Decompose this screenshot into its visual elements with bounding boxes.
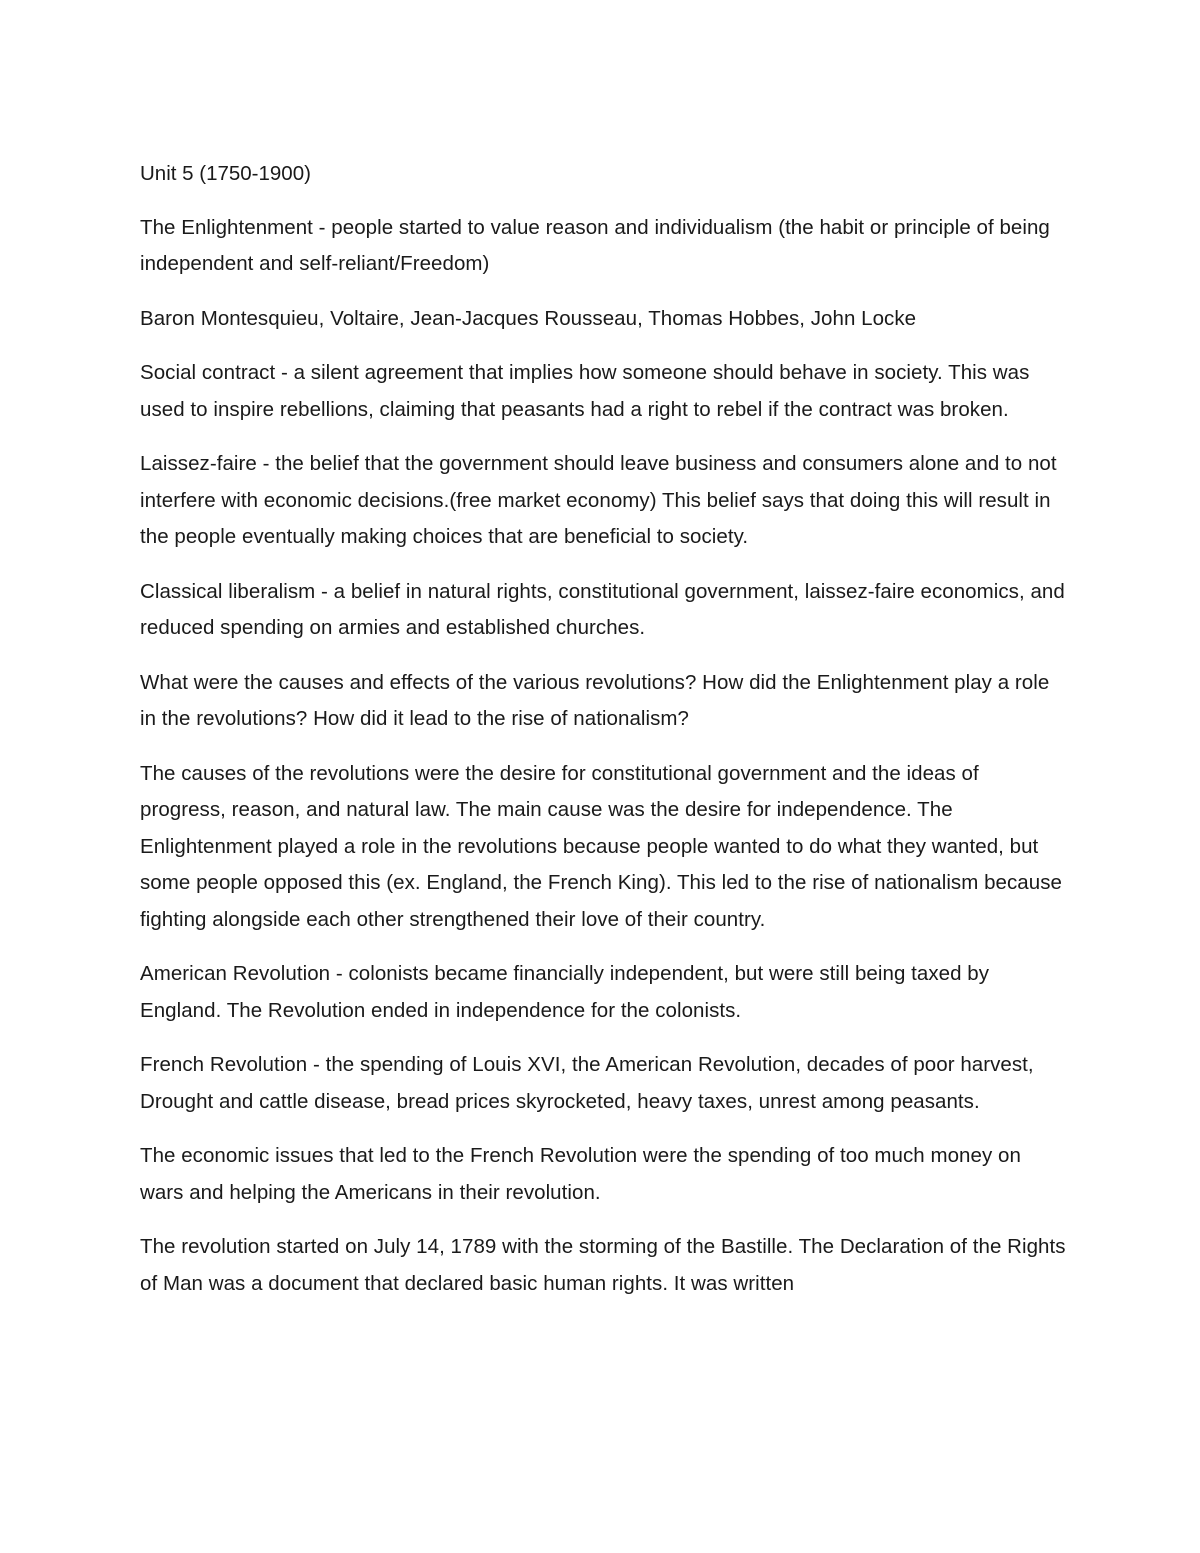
paragraph-social-contract: Social contract - a silent agreement that implies how someone should behave in society. This was used to inspire rebellions, claiming that peasants had a right to rebel if the contract was broken. (140, 361, 1030, 421)
paragraph-bastille: The revolution started on July 14, 1789 with the storming of the Bastille. The Declaration of the Rights of Man was a document that declared basic human rights. It was written (140, 1235, 1066, 1295)
paragraph-philosophers: Baron Montesquieu, Voltaire, Jean-Jacques Rousseau, Thomas Hobbes, John Locke (140, 306, 917, 330)
paragraph-french-revolution: French Revolution - the spending of Louis XVI, the American Revolution, decades of poor harvest, Drought and cattle disease, bread prices skyrocketed, heavy taxes, unrest among peasants. (140, 1053, 1034, 1113)
paragraph-enlightenment: The Enlightenment - people started to value reason and individualism (the habit or principle of being independent and self-reliant/Freedom) (140, 215, 1050, 275)
document-title: Unit 5 (1750-1900) (140, 162, 311, 185)
paragraph-classical-liberalism: Classical liberalism - a belief in natural rights, constitutional government, laissez-faire economics, and reduced spending on armies and established churches. (140, 579, 1065, 639)
paragraph-american-revolution: American Revolution - colonists became financially independent, but were still being taxed by England. The Revolution ended in independence for the colonists. (140, 962, 990, 1022)
paragraph-causes: The causes of the revolutions were the desire for constitutional government and the ideas of progress, reason, and natural law. The main cause was the desire for independence. The Enlightenment played a role in the revolutions because people wanted to do what they wanted, but some people opposed this (ex. England, the French King). This led to the rise of nationalism because fighting alongside each other strengthened their love of their country. (140, 761, 1062, 931)
paragraph-questions: What were the causes and effects of the various revolutions? How did the Enlightenment play a role in the revolutions? How did it lead to the rise of nationalism? (140, 670, 1050, 730)
paragraph-economic-issues: The economic issues that led to the French Revolution were the spending of too much money on wars and helping the Americans in their revolution. (140, 1144, 1021, 1204)
paragraph-laissez-faire: Laissez-faire - the belief that the government should leave business and consumers alone and to not interfere with economic decisions.(free market economy) This belief says that doing this will result in the people eventually making choices that are beneficial to society. (140, 452, 1057, 548)
document-body (140, 156, 1070, 1320)
